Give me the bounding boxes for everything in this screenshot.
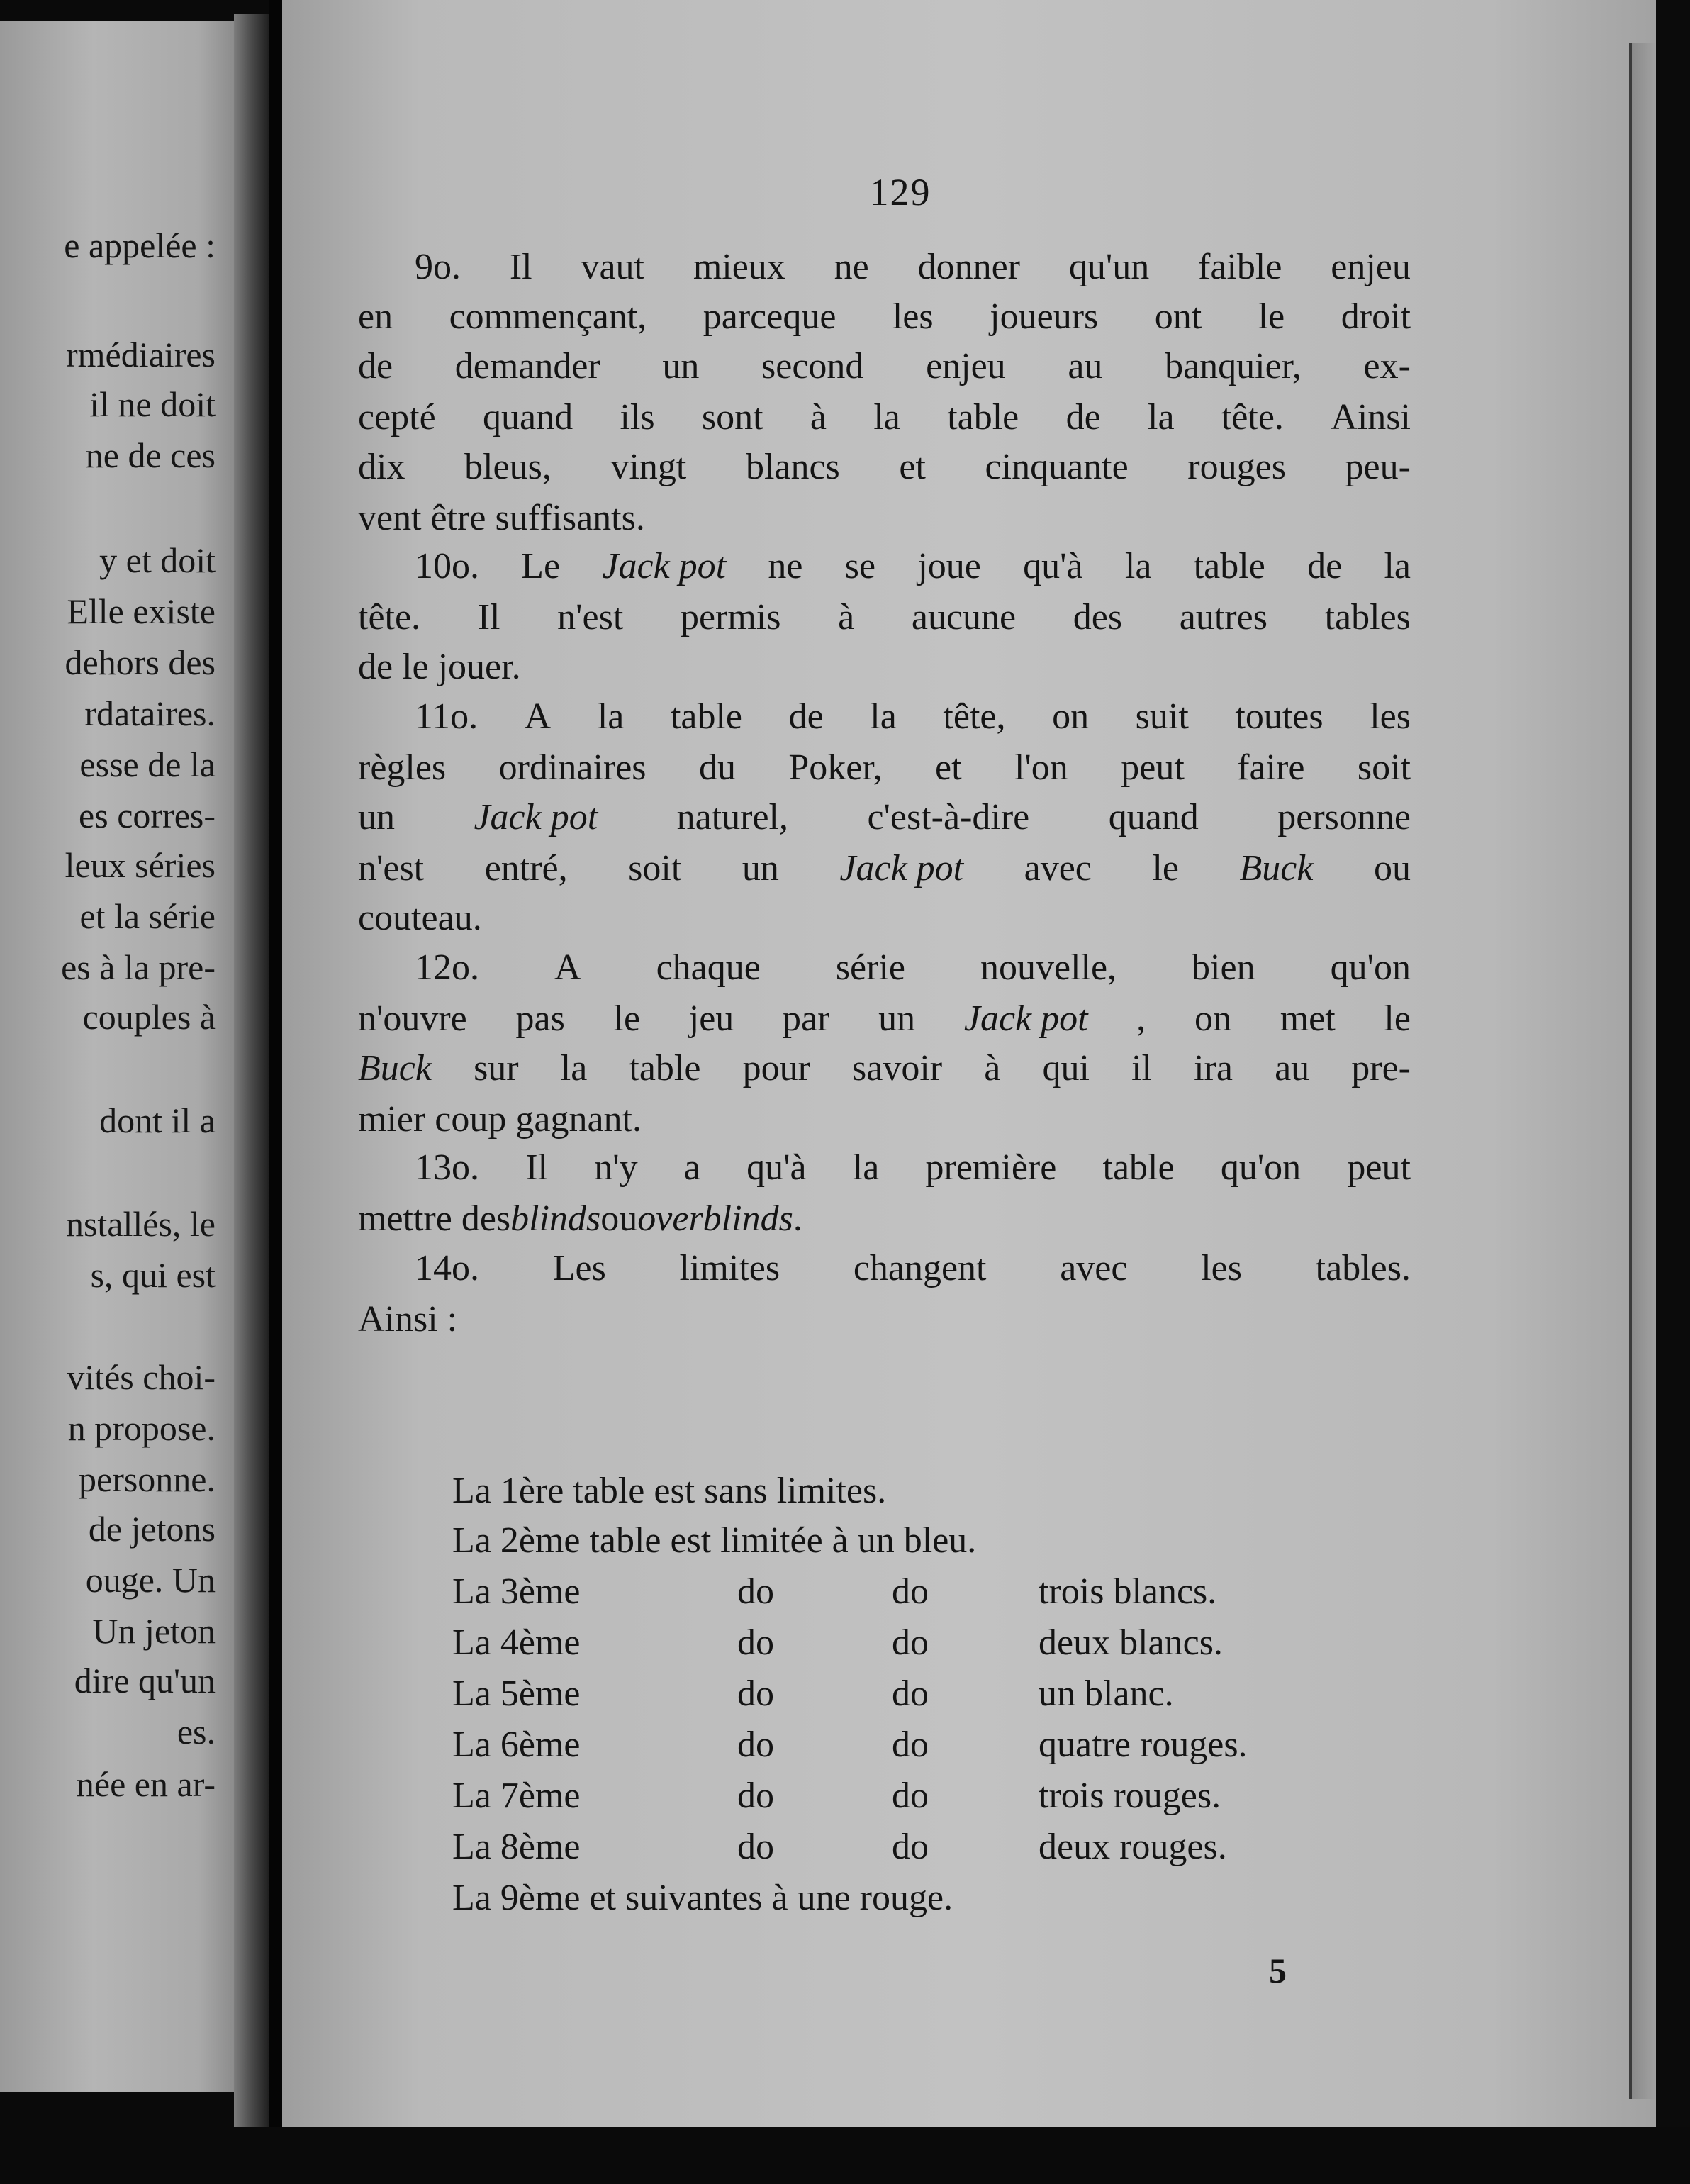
limit-table-cell-table: La 3ème bbox=[452, 1571, 581, 1612]
left-page-line: es corres- bbox=[79, 796, 216, 835]
limit-table-cell-limit: quatre rouges. bbox=[1039, 1725, 1248, 1765]
paragraph-line: Ainsi : bbox=[358, 1299, 458, 1339]
limit-table-cell-limit: deux rouges. bbox=[1039, 1827, 1227, 1867]
limit-table-cell-b: do bbox=[892, 1571, 929, 1612]
scan-border-right bbox=[1656, 0, 1690, 2184]
paragraph-first-line: 12o. A chaque série nouvelle, bien qu'on bbox=[415, 947, 1411, 988]
scan-border-bottom bbox=[0, 2127, 1690, 2184]
left-page-line: Un jeton bbox=[92, 1611, 216, 1651]
left-page-line: Elle existe bbox=[67, 591, 216, 631]
limit-table-cell-limit: trois blancs. bbox=[1039, 1571, 1217, 1612]
limit-table-cell-limit: trois rouges. bbox=[1039, 1776, 1221, 1816]
limit-table-cell-table: La 4ème bbox=[452, 1622, 581, 1663]
limit-table-cell-table: La 7ème bbox=[452, 1776, 581, 1816]
limit-table-cell-b: do bbox=[892, 1725, 929, 1765]
left-page-line: dont il a bbox=[99, 1101, 216, 1140]
paragraph-first-line: 10o. Le Jack pot ne se joue qu'à la table de la bbox=[415, 546, 1411, 586]
left-page-line: nstallés, le bbox=[65, 1204, 216, 1244]
gutter-fold bbox=[234, 14, 269, 2134]
signature-mark: 5 bbox=[1269, 1951, 1287, 1990]
limit-table-cell-a: do bbox=[737, 1776, 774, 1816]
table-rule-last: La 9ème et suivantes à une rouge. bbox=[452, 1878, 953, 1918]
paragraph-first-line: 9o. Il vaut mieux ne donner qu'un faible enjeu bbox=[415, 247, 1411, 287]
limit-table-cell-a: do bbox=[737, 1622, 774, 1663]
left-page-line: dire qu'un bbox=[74, 1661, 216, 1700]
paragraph-line: de le jouer. bbox=[358, 647, 521, 687]
table-rule: La 1ère table est sans limites. bbox=[452, 1471, 887, 1511]
paragraph-line: de demander un second enjeu au banquier, ex- bbox=[358, 346, 1411, 386]
left-page-line: e appelée : bbox=[64, 225, 216, 265]
limit-table-cell-b: do bbox=[892, 1622, 929, 1663]
left-page-line: y et doit bbox=[99, 540, 216, 580]
paragraph-line: mettre des blinds ou overblinds . bbox=[358, 1198, 802, 1239]
paragraph-line: n'est entré, soit un Jack pot avec le Buck ou bbox=[358, 848, 1411, 888]
paragraph-line: un Jack pot naturel, c'est-à-dire quand personne bbox=[358, 797, 1411, 837]
left-page-line: dehors des bbox=[65, 642, 216, 682]
paragraph-line: tête. Il n'est permis à aucune des autres tables bbox=[358, 597, 1411, 637]
paragraph-first-line: 13o. Il n'y a qu'à la première table qu'on peut bbox=[415, 1147, 1411, 1188]
paragraph-line: Buck sur la table pour savoir à qui il ira au pre- bbox=[358, 1048, 1411, 1088]
limit-table-cell-a: do bbox=[737, 1725, 774, 1765]
left-page-line: rmédiaires bbox=[65, 335, 216, 374]
left-page-line: couples à bbox=[82, 997, 216, 1037]
limit-table-cell-b: do bbox=[892, 1776, 929, 1816]
limit-table-cell-a: do bbox=[737, 1827, 774, 1867]
left-page-line: n propose. bbox=[67, 1408, 216, 1448]
paragraph-line: en commençant, parceque les joueurs ont le droit bbox=[358, 296, 1411, 337]
left-page-line: vités choi- bbox=[67, 1357, 216, 1397]
limit-table-cell-a: do bbox=[737, 1571, 774, 1612]
limit-table-cell-table: La 6ème bbox=[452, 1725, 581, 1765]
paragraph-line: vent être suffisants. bbox=[358, 498, 645, 538]
book-gutter bbox=[269, 0, 282, 2141]
limit-table-cell-table: La 5ème bbox=[452, 1673, 581, 1714]
left-page-line: de jetons bbox=[88, 1509, 216, 1549]
previous-page-fragment bbox=[0, 21, 234, 2092]
paragraph-line: cepté quand ils sont à la table de la tête. Ainsi bbox=[358, 397, 1411, 438]
limit-table-cell-limit: un blanc. bbox=[1039, 1673, 1174, 1714]
limit-table-cell-b: do bbox=[892, 1827, 929, 1867]
left-page-line: ouge. Un bbox=[85, 1560, 216, 1600]
paragraph-line: règles ordinaires du Poker, et l'on peut faire soit bbox=[358, 747, 1411, 788]
left-page-line: personne. bbox=[79, 1459, 216, 1499]
limit-table-cell-table: La 8ème bbox=[452, 1827, 581, 1867]
page-number: 129 bbox=[869, 171, 931, 213]
left-page-line: leux séries bbox=[65, 845, 216, 885]
table-rule: La 2ème table est limitée à un bleu. bbox=[452, 1520, 977, 1561]
paragraph-line: n'ouvre pas le jeu par un Jack pot , on met le bbox=[358, 998, 1411, 1039]
left-page-line: ne de ces bbox=[85, 435, 216, 475]
left-page-line: il ne doit bbox=[89, 384, 216, 424]
left-page-line: es. bbox=[177, 1712, 216, 1751]
paragraph-first-line: 11o. A la table de la tête, on suit toutes les bbox=[415, 696, 1411, 737]
left-page-line: es à la pre- bbox=[61, 947, 216, 987]
paragraph-line: couteau. bbox=[358, 898, 482, 938]
limit-table-cell-a: do bbox=[737, 1673, 774, 1714]
paragraph-first-line: 14o. Les limites changent avec les tables. bbox=[415, 1248, 1411, 1288]
left-page-line: esse de la bbox=[79, 745, 216, 784]
left-page-line: et la série bbox=[79, 896, 216, 936]
left-page-line: née en ar- bbox=[76, 1764, 216, 1804]
limit-table-cell-limit: deux blancs. bbox=[1039, 1622, 1223, 1663]
left-page-line: rdataires. bbox=[84, 693, 216, 733]
paragraph-line: dix bleus, vingt blancs et cinquante rouges peu- bbox=[358, 447, 1411, 487]
left-page-line: s, qui est bbox=[90, 1255, 216, 1295]
limit-table-cell-b: do bbox=[892, 1673, 929, 1714]
paragraph-line: mier coup gagnant. bbox=[358, 1099, 642, 1140]
